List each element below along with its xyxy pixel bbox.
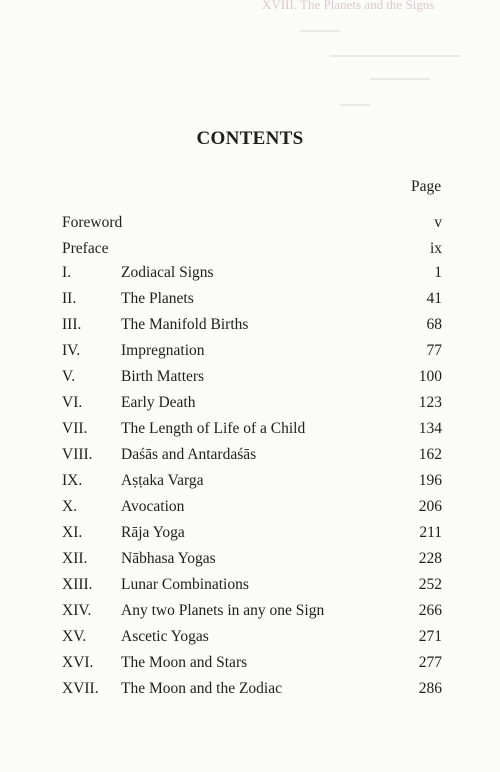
chapter-entry[interactable] (0, 678, 500, 700)
chapter-number: III. (62, 316, 82, 333)
entry-page: ix (429, 240, 442, 257)
chapter-page: 206 (418, 498, 442, 515)
chapter-page: 123 (418, 394, 442, 411)
chapter-title: The Length of Life of a Child (121, 420, 306, 437)
chapter-title: Ascetic Yogas (121, 628, 209, 645)
chapter-number: XVI. (62, 654, 94, 671)
entry-page: v (434, 214, 442, 231)
chapter-number: XIII. (62, 576, 93, 593)
chapter-page: 77 (426, 342, 442, 359)
chapter-number: I. (62, 264, 72, 281)
chapter-page: 277 (418, 654, 442, 671)
chapter-entry[interactable] (0, 288, 500, 310)
chapter-entry[interactable] (0, 392, 500, 414)
bleed-through-header: XVIII. The Planets and the Signs (262, 0, 435, 12)
chapter-page: 196 (418, 472, 442, 489)
chapter-number: VII. (62, 420, 88, 437)
chapter-title: Birth Matters (121, 368, 205, 385)
chapter-title: The Moon and the Zodiac (121, 680, 282, 697)
chapter-title: Zodiacal Signs (121, 264, 214, 281)
chapter-page: 228 (418, 550, 442, 567)
chapter-page: 252 (418, 576, 442, 593)
front-matter-entry[interactable] (0, 238, 500, 260)
chapter-page: 41 (426, 290, 442, 307)
chapter-entry[interactable] (0, 418, 500, 440)
chapter-number: II. (62, 290, 77, 307)
chapter-number: XVII. (62, 680, 99, 697)
chapter-entry[interactable] (0, 262, 500, 284)
chapter-number: VIII. (62, 446, 93, 463)
chapter-title: Early Death (121, 394, 196, 411)
chapter-number: XI. (62, 524, 83, 541)
chapter-number: XV. (62, 628, 87, 645)
chapter-number: X. (62, 498, 78, 515)
chapter-page: 134 (418, 420, 442, 437)
chapter-page: 266 (418, 602, 442, 619)
chapter-title: Lunar Combinations (121, 576, 249, 593)
chapter-title: The Moon and Stars (121, 654, 248, 671)
chapter-title: The Planets (121, 290, 194, 307)
chapter-entry[interactable] (0, 626, 500, 648)
chapter-entry[interactable] (0, 574, 500, 596)
chapter-title: The Manifold Births (121, 316, 249, 333)
chapter-entry[interactable] (0, 340, 500, 362)
chapter-entry[interactable] (0, 314, 500, 336)
chapter-page: 271 (418, 628, 442, 645)
chapter-number: IV. (62, 342, 81, 359)
page-column-label: Page (411, 178, 442, 195)
chapter-number: XIV. (62, 602, 92, 619)
page-title: CONTENTS (196, 128, 304, 149)
front-matter-entry[interactable] (0, 212, 500, 234)
chapter-title: Daśās and Antardaśās (121, 446, 257, 463)
chapter-title: Nābhasa Yogas (121, 550, 216, 567)
chapter-entry[interactable] (0, 470, 500, 492)
chapter-entry[interactable] (0, 522, 500, 544)
chapter-entry[interactable] (0, 366, 500, 388)
chapter-number: XII. (62, 550, 88, 567)
chapter-title: Rāja Yoga (121, 524, 185, 541)
chapter-number: IX. (62, 472, 83, 489)
entry-title: Foreword (62, 214, 123, 231)
chapter-page: 1 (434, 264, 442, 281)
chapter-page: 68 (426, 316, 442, 333)
chapter-title: Aṣṭaka Varga (121, 472, 204, 489)
chapter-entry[interactable] (0, 548, 500, 570)
chapter-title: Impregnation (121, 342, 205, 359)
chapter-page: 162 (418, 446, 442, 463)
chapter-page: 286 (418, 680, 442, 697)
chapter-title: Any two Planets in any one Sign (121, 602, 325, 619)
chapter-entry[interactable] (0, 496, 500, 518)
chapter-title: Avocation (121, 498, 185, 515)
chapter-page: 100 (418, 368, 442, 385)
chapter-entry[interactable] (0, 600, 500, 622)
chapter-page: 211 (419, 524, 442, 541)
chapter-number: V. (62, 368, 76, 385)
chapter-entry[interactable] (0, 652, 500, 674)
chapter-entry[interactable] (0, 444, 500, 466)
entry-title: Preface (62, 240, 109, 257)
chapter-number: VI. (62, 394, 83, 411)
